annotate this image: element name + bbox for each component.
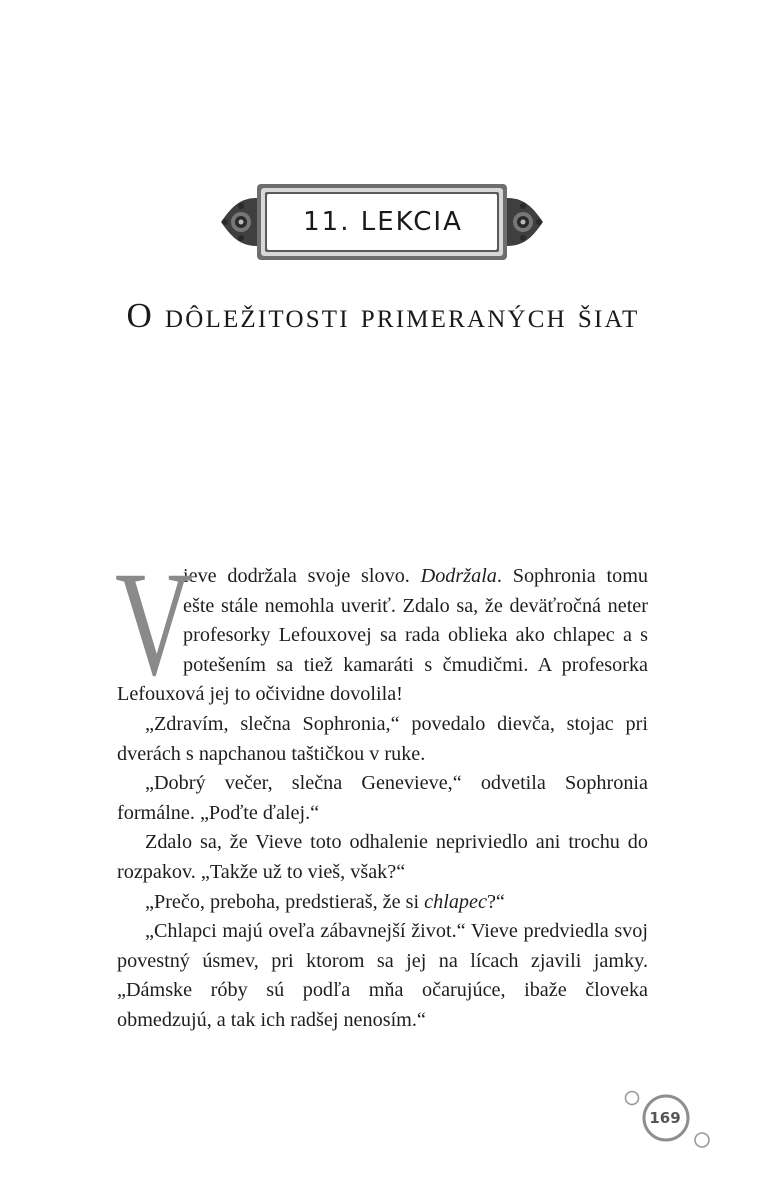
page-number: 169: [649, 1109, 681, 1127]
paragraph: Zdalo sa, že Vieve toto odhalenie nepriviedlo ani trochu do rozpakov. „Takže už to vieš, však?“: [117, 831, 648, 883]
left-ornament-icon: [221, 198, 257, 246]
drop-cap: V: [115, 541, 193, 707]
paragraph: „Zdravím, slečna Sophronia,“ povedalo dievča, stojac pri dverách s napchanou taštičkou v ruke.: [117, 712, 648, 765]
paragraph: „Prečo, preboha, predstieraš, že si chlapec?“: [145, 890, 505, 913]
chapter-title: O dôležitosti primeraných šiat: [126, 296, 640, 335]
right-ornament-icon: [507, 198, 543, 246]
body-text: [115, 541, 648, 1036]
paragraph: „Chlapci majú oveľa zábavnejší život.“ Vieve predviedla svoj povestný úsmev, pri ktorom sa jej na lícach zjavili jamky. „Dámske róby sú podľa mňa očarujúce, ibaže človeka obmedzujú, a tak ich radšej nenosím.“: [117, 920, 648, 1031]
paragraph: V ieve dodržala svoje slovo. Dodržala. Sophronia tomu ešte stále nemohla uveriť. Zdalo sa, že deväťročná neter profesorky Lefouxovej sa rada oblieka ako chlapec a s potešením sa tiež kamaráti s čmudičmi. A profesorka Lefouxová jej to očividne dovolila!: [115, 541, 648, 707]
paragraph: „Dobrý večer, slečna Genevieve,“ odvetila Sophronia formálne. „Poďte ďalej.“: [117, 772, 648, 824]
chapter-label: 11. LEKCIA: [303, 207, 463, 237]
